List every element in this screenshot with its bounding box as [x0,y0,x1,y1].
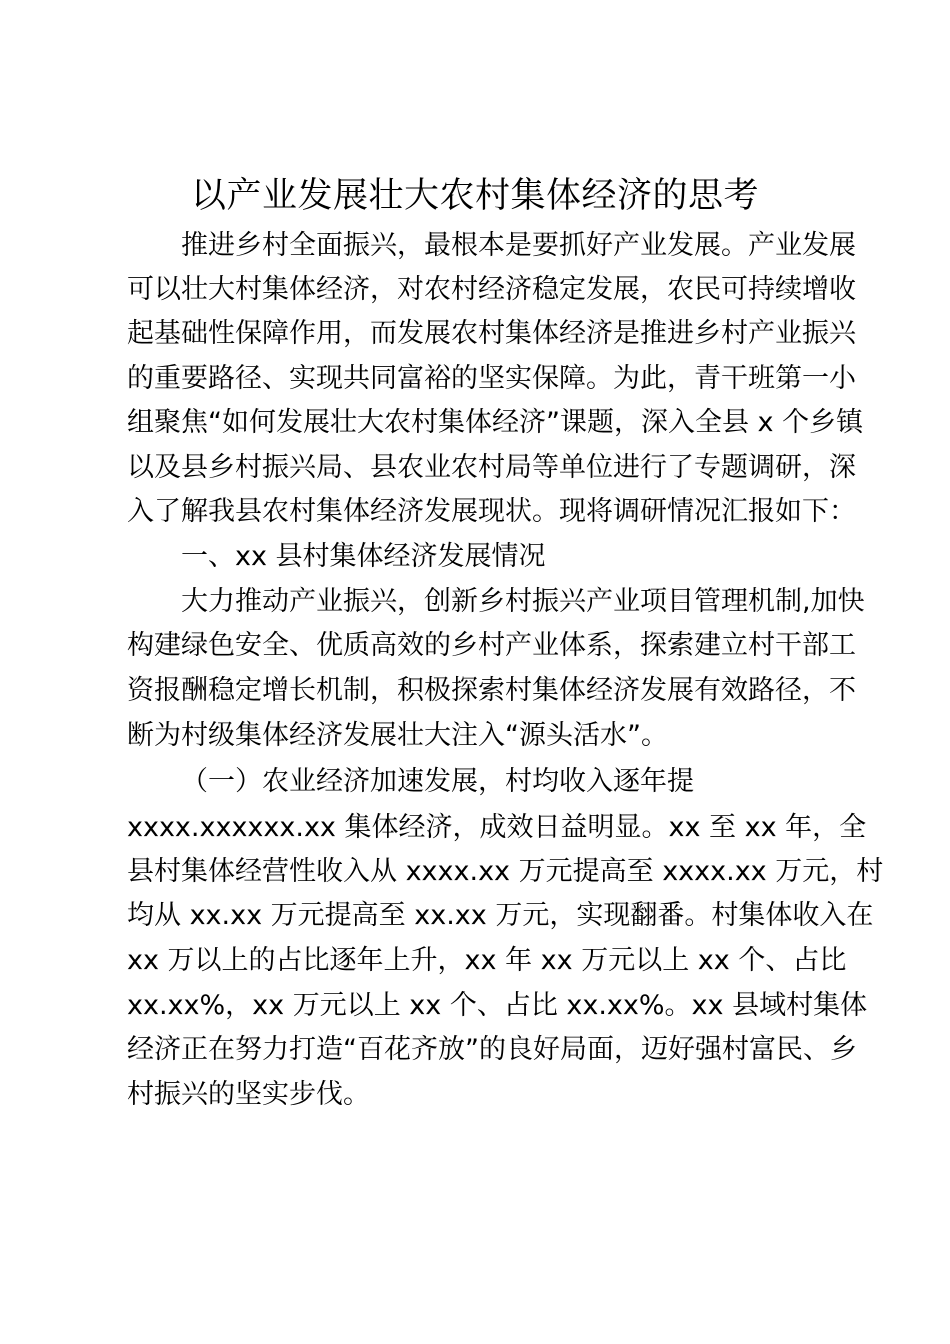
paragraph-2-line-2: 构建绿色安全、优质高效的乡村产业体系，探索建立村干部工 [127,630,856,661]
paragraph-3-line-7: 村振兴的坚实步伐。 [127,1079,370,1110]
paragraph-2-line-3: 资报酬稳定增长机制，积极探索村集体经济发展有效路径，不 [127,675,856,706]
section-heading-1: 一、xx 县村集体经济发展情况 [181,541,546,572]
paragraph-1-line-6: 以及县乡村振兴局、县农业农村局等单位进行了专题调研，深 [127,452,856,483]
document-title: 以产业发展壮大农村集体经济的思考 [190,176,759,216]
paragraph-1-line-5: 组聚焦“如何发展壮大农村集体经济”课题，深入全县 x 个乡镇 [127,407,864,438]
paragraph-1-line-7: 入了解我县农村集体经济发展现状。现将调研情况汇报如下： [127,496,856,527]
paragraph-1-line-2: 可以壮大村集体经济，对农村经济稳定发展，农民可持续增收 [127,274,856,305]
paragraph-1-line-1: 推进乡村全面振兴，最根本是要抓好产业发展。产业发展 [181,230,856,261]
subsection-heading-1: （一）农业经济加速发展，村均收入逐年提 [181,766,694,797]
paragraph-1-line-4: 的重要路径、实现共同富裕的坚实保障。为此，青干班第一小 [127,363,856,394]
paragraph-3-line-3: 均从 xx.xx 万元提高至 xx.xx 万元，实现翻番。村集体收入在 [127,900,874,931]
paragraph-3-line-2: 县村集体经营性收入从 xxxx.xx 万元提高至 xxxx.xx 万元，村 [127,856,884,887]
paragraph-2-line-4: 断为村级集体经济发展壮大注入“源头活水”。 [127,720,668,751]
paragraph-2-line-1: 大力推动产业振兴，创新乡村振兴产业项目管理机制,加快 [181,586,865,617]
paragraph-3-line-5: xx.xx%，xx 万元以上 xx 个、占比 xx.xx%。xx 县域村集体 [127,990,868,1021]
paragraph-1-line-3: 起基础性保障作用，而发展农村集体经济是推进乡村产业振兴 [127,318,856,349]
paragraph-3-line-6: 经济正在努力打造“百花齐放”的良好局面，迈好强村富民、乡 [127,1034,857,1065]
paragraph-3-line-1: xxxx.xxxxxx.xx 集体经济，成效日益明显。xx 至 xx 年，全 [127,812,867,843]
paragraph-3-line-4: xx 万以上的占比逐年上升，xx 年 xx 万元以上 xx 个、占比 [127,945,847,976]
